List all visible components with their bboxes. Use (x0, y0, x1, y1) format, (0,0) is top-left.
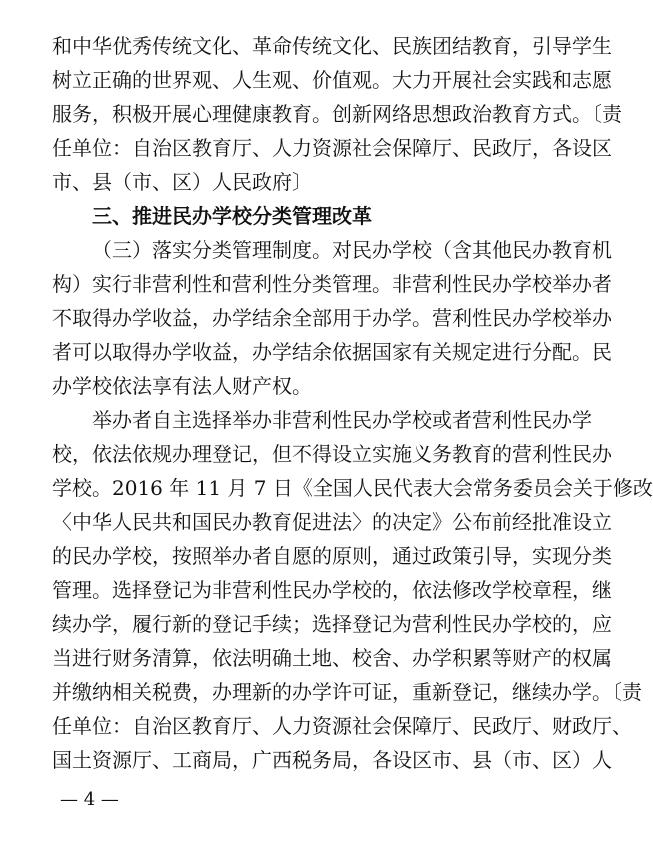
body-line: 市、县（市、区）人民政府〕 (52, 170, 312, 194)
body-line: 不取得办学收益，办学结余全部用于办学。营利性民办学校举办 (52, 306, 612, 330)
paragraph-first-line: 举办者自主选择举办非营利性民办学校或者营利性民办学 (92, 408, 592, 432)
body-line: 管理。选择登记为非营利性民办学校的，依法修改学校章程，继 (52, 578, 612, 602)
body-line: 〈中华人民共和国民办教育促进法〉的决定》公布前经批准设立 (52, 510, 612, 534)
paragraph-first-line: （三）落实分类管理制度。对民办学校（含其他民办教育机 (92, 238, 612, 262)
body-line: 学校。2016 年 11 月 7 日《全国人民代表大会常务委员会关于修改 (52, 476, 653, 500)
body-line: 和中华优秀传统文化、革命传统文化、民族团结教育，引导学生 (52, 34, 612, 58)
body-line: 任单位：自治区教育厅、人力资源社会保障厅、民政厅，各设区 (52, 136, 612, 160)
body-line: 者可以取得办学收益，办学结余依据国家有关规定进行分配。民 (52, 340, 612, 364)
body-line: 服务，积极开展心理健康教育。创新网络思想政治教育方式。〔责 (52, 102, 622, 126)
body-line: 办学校依法享有法人财产权。 (52, 374, 312, 398)
body-line: 校，依法依规办理登记，但不得设立实施义务教育的营利性民办 (52, 442, 612, 466)
body-line: 并缴纳相关税费，办理新的办学许可证，重新登记，继续办学。〔责 (52, 680, 642, 704)
body-line: 任单位：自治区教育厅、人力资源社会保障厅、民政厅、财政厅、 (52, 714, 632, 738)
body-line: 构）实行非营利性和营利性分类管理。非营利性民办学校举办者 (52, 272, 612, 296)
body-line: 的民办学校，按照举办者自愿的原则，通过政策引导，实现分类 (52, 544, 612, 568)
section-heading: 三、推进民办学校分类管理改革 (92, 204, 372, 228)
body-line: 树立正确的世界观、人生观、价值观。大力开展社会实践和志愿 (52, 68, 612, 92)
page-number: — 4 — (60, 789, 119, 810)
body-line: 国土资源厅、工商局，广西税务局，各设区市、县（市、区）人 (52, 748, 612, 772)
body-line: 续办学，履行新的登记手续；选择登记为营利性民办学校的，应 (52, 612, 612, 636)
body-line: 当进行财务清算，依法明确土地、校舍、办学积累等财产的权属 (52, 646, 612, 670)
